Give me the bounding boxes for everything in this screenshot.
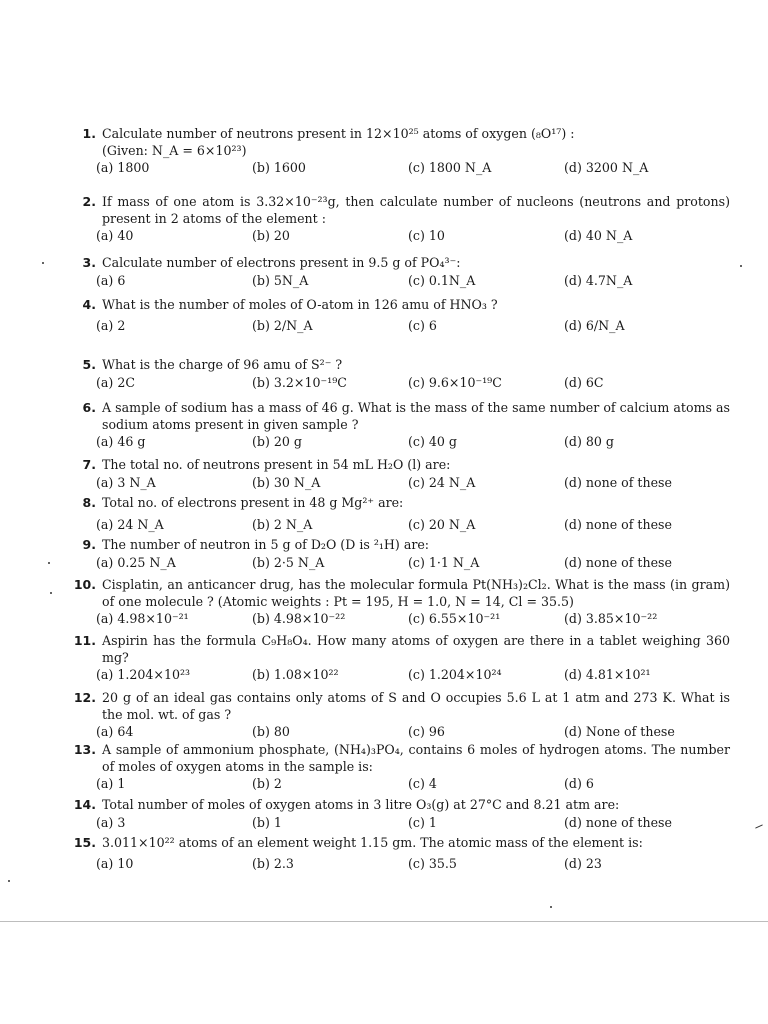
question-stem: 3.011×10²² atoms of an element weight 1.15 gm. The atomic mass of the element is: <box>102 835 643 850</box>
option-d[interactable]: (d) 4.7N_A <box>564 272 633 288</box>
question-6 <box>58 400 730 451</box>
question-number: 11. <box>73 633 96 648</box>
option-a[interactable]: (a) 1 <box>96 776 126 791</box>
option-a[interactable]: (a) 1800 <box>96 160 150 175</box>
option-b[interactable]: (b) 20 <box>252 228 290 243</box>
question-stem <box>102 126 730 159</box>
option-c[interactable]: (c) 35.5 <box>408 855 457 871</box>
scan-speck <box>740 265 742 267</box>
question-number: 6. <box>82 400 96 415</box>
option-c[interactable]: (c) 6 <box>408 317 437 333</box>
question-15 <box>58 835 730 872</box>
options-row <box>96 273 730 290</box>
option-d[interactable]: (d) 6 <box>564 776 594 791</box>
option-b[interactable]: (b) 3.2×10⁻¹⁹C <box>252 374 347 390</box>
options-row <box>96 667 730 684</box>
question-7 <box>58 457 730 491</box>
question-11 <box>58 633 730 684</box>
option-d[interactable]: (d) 3200 N_A <box>564 160 649 175</box>
question-number: 3. <box>82 255 96 270</box>
question-stem: Calculate number of electrons present in 9.5 g of PO₄³⁻: <box>102 255 461 270</box>
option-a[interactable]: (a) 2 <box>96 317 126 333</box>
option-c[interactable]: (c) 24 N_A <box>408 474 476 490</box>
option-d[interactable]: (d) none of these <box>564 814 672 830</box>
question-stem: If mass of one atom is 3.32×10⁻²³g, then calculate number of nucleons (neutrons and protons) present in 2 atoms of the element : <box>102 194 730 226</box>
option-c[interactable]: (c) 9.6×10⁻¹⁹C <box>408 374 502 390</box>
option-b[interactable]: (b) 2/N_A <box>252 317 313 333</box>
option-c[interactable]: (c) 1·1 N_A <box>408 554 480 570</box>
scan-speck <box>42 262 44 264</box>
question-stem: A sample of sodium has a mass of 46 g. What is the mass of the same number of calcium atoms as sodium atoms present in given sample ? <box>102 400 730 432</box>
options-row <box>96 517 730 534</box>
option-a[interactable]: (a) 6 <box>96 272 126 288</box>
scan-speck <box>48 562 50 564</box>
option-d[interactable]: (d) 23 <box>564 855 602 871</box>
option-b[interactable]: (b) 4.98×10⁻²² <box>252 611 346 626</box>
question-1 <box>58 126 730 177</box>
question-stem: What is the charge of 96 amu of S²⁻ ? <box>102 357 343 372</box>
question-stem: What is the number of moles of O-atom in 126 amu of HNO₃ ? <box>102 297 498 312</box>
question-10 <box>58 577 730 628</box>
options-row <box>96 160 730 177</box>
option-c[interactable]: (c) 20 N_A <box>408 516 476 532</box>
option-b[interactable]: (b) 2 N_A <box>252 516 313 532</box>
question-number: 5. <box>82 357 96 372</box>
question-14 <box>58 797 730 831</box>
option-b[interactable]: (b) 30 N_A <box>252 474 321 490</box>
option-a[interactable]: (a) 40 <box>96 228 134 243</box>
option-a[interactable]: (a) 3 N_A <box>96 474 156 490</box>
option-b[interactable]: (b) 2·5 N_A <box>252 554 325 570</box>
scan-speck <box>755 824 763 828</box>
option-d[interactable]: (d) 40 N_A <box>564 228 633 243</box>
question-stem: Total no. of electrons present in 48 g Mg²⁺ are: <box>102 495 404 510</box>
option-d[interactable]: (d) 6C <box>564 374 604 390</box>
question-stem: Total number of moles of oxygen atoms in 3 litre O₃(g) at 27°C and 8.21 atm are: <box>102 797 620 812</box>
stem-given: (Given: N_A = 6×10²³) <box>102 142 247 158</box>
options-row <box>96 228 730 245</box>
options-row <box>96 475 730 492</box>
option-b[interactable]: (b) 1600 <box>252 160 306 175</box>
option-c[interactable]: (c) 4 <box>408 776 437 791</box>
question-number: 4. <box>82 297 96 312</box>
options-row <box>96 318 730 335</box>
option-b[interactable]: (b) 20 g <box>252 434 302 449</box>
question-number: 8. <box>82 495 96 510</box>
option-d[interactable]: (d) 4.81×10²¹ <box>564 667 651 682</box>
option-a[interactable]: (a) 1.204×10²³ <box>96 667 191 682</box>
option-d[interactable]: (d) 3.85×10⁻²² <box>564 611 658 626</box>
question-13 <box>58 742 730 793</box>
option-b[interactable]: (b) 1 <box>252 814 282 830</box>
option-a[interactable]: (a) 10 <box>96 855 134 871</box>
options-row <box>96 856 730 873</box>
option-a[interactable]: (a) 46 g <box>96 434 146 449</box>
option-a[interactable]: (a) 2C <box>96 374 135 390</box>
question-stem: A sample of ammonium phosphate, (NH₄)₃PO₄, contains 6 moles of hydrogen atoms. The number of moles of oxygen atoms in the sample is: <box>102 742 730 774</box>
question-stem: Aspirin has the formula C₉H₈O₄. How many atoms of oxygen are there in a tablet weighing 360 mg? <box>102 633 730 665</box>
option-c[interactable]: (c) 96 <box>408 724 445 739</box>
option-d[interactable]: (d) none of these <box>564 474 672 490</box>
option-b[interactable]: (b) 5N_A <box>252 272 309 288</box>
option-d[interactable]: (d) none of these <box>564 554 672 570</box>
scan-speck <box>550 906 552 908</box>
question-stem: Cisplatin, an anticancer drug, has the molecular formula Pt(NH₃)₂Cl₂. What is the mass (in gram) of one molecule ? (Atomic weights : Pt = 195, H = 1.0, N = 14, Cl = 35.5) <box>102 577 730 609</box>
option-b[interactable]: (b) 2 <box>252 776 282 791</box>
options-row <box>96 375 730 392</box>
question-number: 12. <box>73 690 96 705</box>
option-d[interactable]: (d) 6/N_A <box>564 317 625 333</box>
question-number: 10. <box>73 577 96 592</box>
option-b[interactable]: (b) 80 <box>252 724 290 739</box>
question-4 <box>58 297 730 334</box>
question-5 <box>58 357 730 391</box>
option-c[interactable]: (c) 1.204×10²⁴ <box>408 667 502 682</box>
options-row <box>96 555 730 572</box>
option-a[interactable]: (a) 3 <box>96 814 126 830</box>
question-number: 1. <box>82 126 96 141</box>
option-a[interactable]: (a) 0.25 N_A <box>96 554 176 570</box>
question-stem: 20 g of an ideal gas contains only atoms of S and O occupies 5.6 L at 1 atm and 273 K. What is the mol. wt. of gas ? <box>102 690 730 722</box>
question-8 <box>58 495 730 533</box>
option-c[interactable]: (c) 1800 N_A <box>408 160 492 175</box>
question-12 <box>58 690 730 741</box>
option-b[interactable]: (b) 1.08×10²² <box>252 667 339 682</box>
option-c[interactable]: (c) 1 <box>408 814 437 830</box>
page-edge <box>0 921 768 922</box>
question-number: 13. <box>73 742 96 757</box>
question-number: 9. <box>82 537 96 552</box>
scan-speck <box>8 880 10 882</box>
question-number: 2. <box>82 194 96 209</box>
option-c[interactable]: (c) 0.1N_A <box>408 272 476 288</box>
option-a[interactable]: (a) 24 N_A <box>96 516 164 532</box>
option-b[interactable]: (b) 2.3 <box>252 855 294 871</box>
option-c[interactable]: (c) 6.55×10⁻²¹ <box>408 611 501 626</box>
option-d[interactable]: (d) None of these <box>564 724 675 739</box>
option-a[interactable]: (a) 64 <box>96 724 134 739</box>
question-9 <box>58 537 730 571</box>
question-number: 14. <box>73 797 96 812</box>
question-number: 15. <box>73 835 96 850</box>
options-row <box>96 724 730 741</box>
question-stem: The number of neutron in 5 g of D₂O (D is ²₁H) are: <box>102 537 430 552</box>
options-row <box>96 776 730 793</box>
question-2 <box>58 194 730 245</box>
option-d[interactable]: (d) 80 g <box>564 434 614 449</box>
scan-speck <box>50 592 52 594</box>
option-d[interactable]: (d) none of these <box>564 516 672 532</box>
question-number: 7. <box>82 457 96 472</box>
option-a[interactable]: (a) 4.98×10⁻²¹ <box>96 611 189 626</box>
options-row <box>96 611 730 628</box>
options-row <box>96 815 730 832</box>
question-stem: The total no. of neutrons present in 54 mL H₂O (l) are: <box>102 457 451 472</box>
options-row <box>96 434 730 451</box>
stem-text: Calculate number of neutrons present in 12×10²⁵ atoms of oxygen (₈O¹⁷) : <box>102 126 575 141</box>
question-3 <box>58 255 730 289</box>
option-c[interactable]: (c) 40 g <box>408 434 457 449</box>
option-c[interactable]: (c) 10 <box>408 228 445 243</box>
